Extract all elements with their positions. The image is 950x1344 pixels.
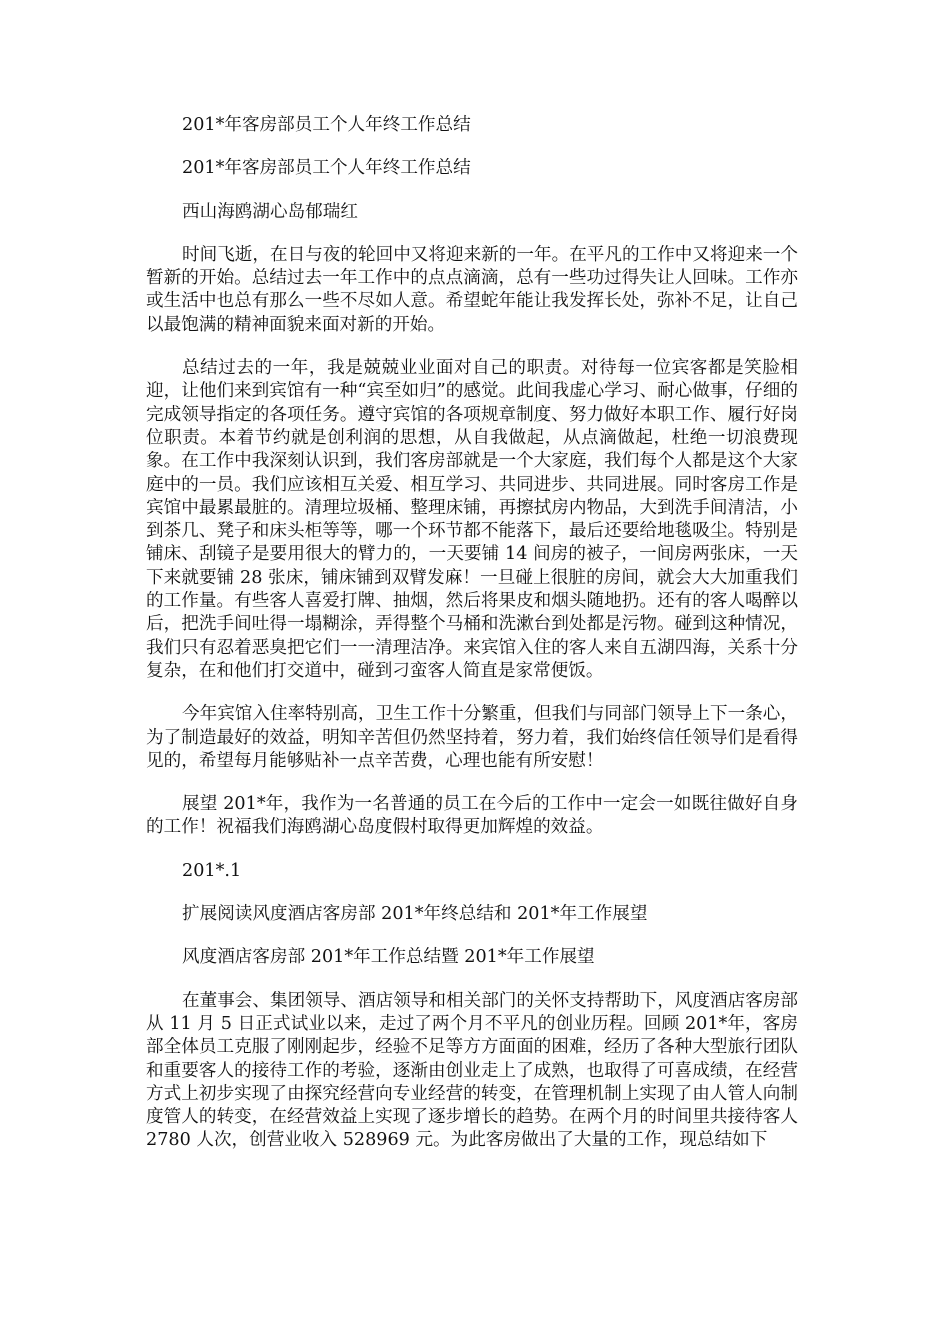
- document-body: [146, 114, 798, 1173]
- document-subtitle: 201*年客房部员工个人年终工作总结: [182, 158, 471, 179]
- author-line: 西山海鸥湖心岛郁瑞红: [182, 201, 358, 222]
- body-paragraph: 展望 201*年，我作为一名普通的员工在今后的工作中一定会一如既往做好自身的工作！祝福我们海鸥湖心岛度假村取得更加辉煌的效益。: [146, 794, 798, 838]
- document-title: 201*年客房部员工个人年终工作总结: [182, 115, 471, 135]
- date-line: 201*.1: [182, 860, 242, 881]
- extended-paragraph: 在董事会、集团领导、酒店领导和相关部门的关怀支持帮助下，风度酒店客房部从 11 月 5 日正式试业以来，走过了两个月不平凡的创业历程。回顾 201*年，客房部全体员工克服了刚刚起步，经验不足等方方面面的困难，经历了各种大型旅行团队和重要客人的接待工作的考验，逐渐由创业走上了成熟，也取得了可喜成绩，在经营方式上初步实现了由探究经营向专业经营的转变，在管理机制上实现了由人管人向制度管人的转变，在经营效益上实现了逐步增长的趋势。在两个月的时间里共接待客人 2780 人次，创营业收入 528969 元。为此客房做出了大量的工作，现总结如下: [146, 990, 798, 1151]
- extended-reading-heading: 扩展阅读风度酒店客房部 201*年终总结和 201*年工作展望: [182, 904, 648, 925]
- body-paragraph: 总结过去的一年，我是兢兢业业面对自己的职责。对待每一位宾客都是笑脸相迎，让他们来到宾馆有一种“宾至如归”的感觉。此间我虚心学习、耐心做事，仔细的完成领导指定的各项任务。遵守宾馆的各项规章制度、努力做好本职工作、履行好岗位职责。本着节约就是创利润的思想，从自我做起，从点滴做起，杜绝一切浪费现象。在工作中我深刻认识到，我们客房部就是一个大家庭，我们每个人都是这个大家庭中的一员。我们应该相互关爱、相互学习、共同进步、共同进展。同时客房工作是宾馆中最累最脏的。清理垃圾桶、整理床铺，再擦拭房内物品，大到洗手间清洁，小到茶几、凳子和床头柜等等，哪一个环节都不能落下，最后还要给地毯吸尘。特别是铺床、刮镜子是要用很大的臂力的，一天要铺 14 间房的被子，一间房两张床，一天下来就要铺 28 张床，铺床铺到双臂发麻！一旦碰上很脏的房间，就会大大加重我们的工作量。有些客人喜爱打牌、抽烟，然后将果皮和烟头随地扔。还有的客人喝醉以后，把洗手间吐得一塌糊涂，弄得整个马桶和洗漱台到处都是污物。碰到这种情况，我们只有忍着恶臭把它们一一清理洁净。来宾馆入住的客人来自五湖四海，关系十分复杂，在和他们打交道中，碰到刁蛮客人简直是家常便饭。: [146, 358, 798, 681]
- body-paragraph: 时间飞逝，在日与夜的轮回中又将迎来新的一年。在平凡的工作中又将迎来一个暂新的开始。总结过去一年工作中的点点滴滴，总有一些功过得失让人回味。工作亦或生活中也总有那么一些不尽如人意。希望蛇年能让我发挥长处，弥补不足，让自己以最饱满的精神面貌来面对新的开始。: [146, 244, 798, 335]
- extended-title: 风度酒店客房部 201*年工作总结暨 201*年工作展望: [182, 947, 595, 968]
- body-paragraph: 今年宾馆入住率特别高，卫生工作十分繁重，但我们与同部门领导上下一条心，为了制造最好的效益，明知辛苦但仍然坚持着，努力着，我们始终信任领导们是看得见的，希望每月能够贴补一点辛苦费，心理也能有所安慰！: [146, 704, 798, 771]
